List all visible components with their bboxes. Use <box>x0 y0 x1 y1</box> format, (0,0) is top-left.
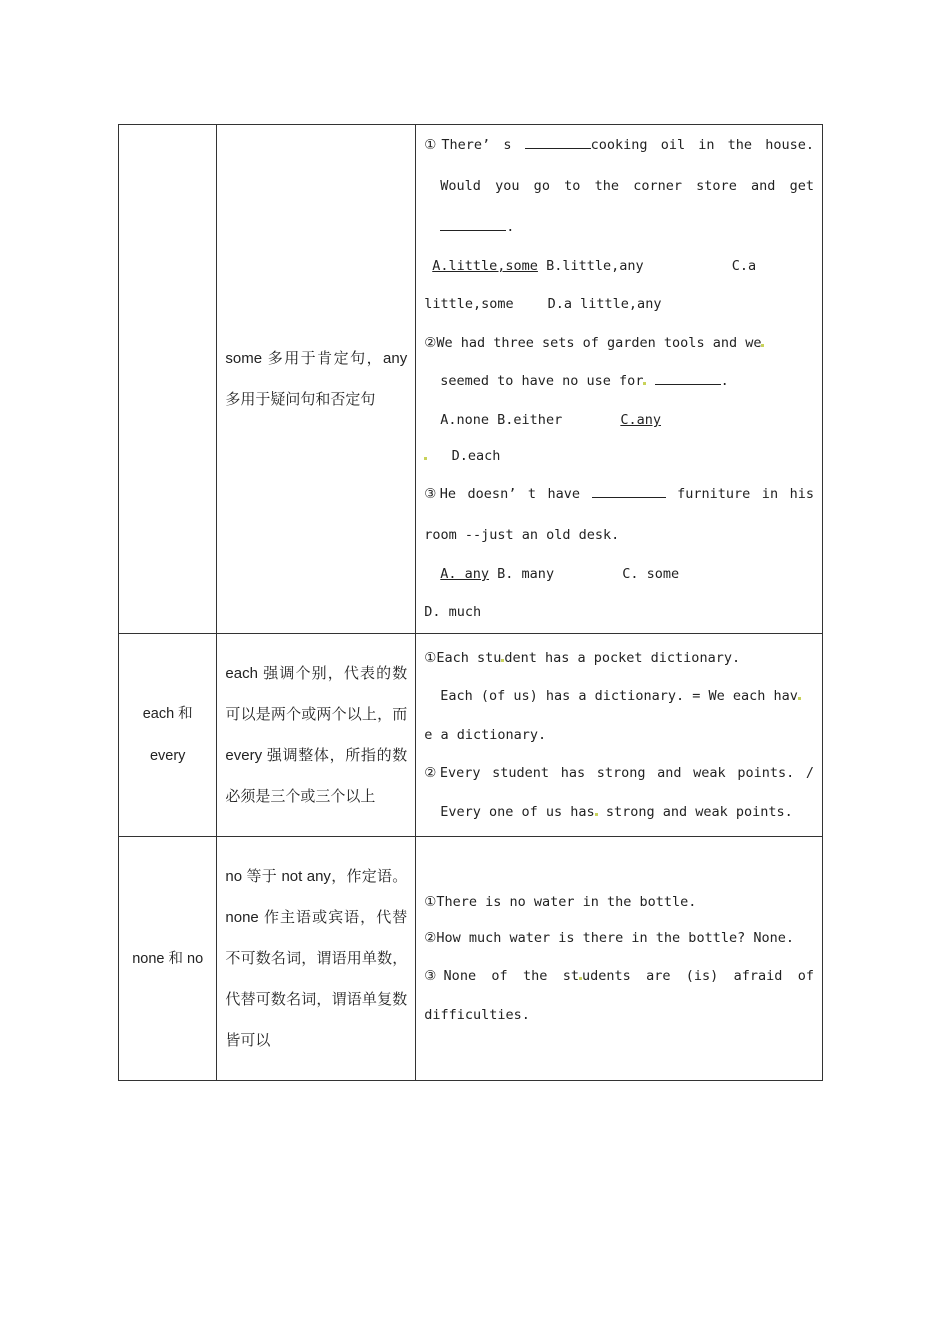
marker-dot <box>643 382 646 385</box>
answer-blank <box>655 372 721 385</box>
example-line: . <box>424 207 814 248</box>
options-line <box>424 438 814 474</box>
rule-text: each 强调个别，代表的数可以是两个或两个以上，而 every 强调整体，所指的数必须是三个或三个以上 <box>225 665 408 805</box>
example-line: ①Each stu dent has a pocket dictionary. <box>424 650 741 666</box>
answer-blank <box>525 136 591 149</box>
example-line: seemed to have no use for . <box>440 373 729 389</box>
example-line: ③He doesn’ t have furniture in his <box>424 486 814 502</box>
answer-blank <box>440 218 506 231</box>
examples-cell <box>416 837 823 1081</box>
marker-dot <box>424 457 427 460</box>
marker-dot <box>761 344 764 347</box>
examples-cell <box>416 125 823 634</box>
rule-text: some 多用于肯定句，any 多用于疑问句和否定句 <box>225 350 408 408</box>
rule-text: no 等于 not any，作定语。none 作主语或宾语，代替不可数名词，谓语用单数，代替可数名词，谓语单复数皆可以 <box>225 868 408 1049</box>
example-line: Each (of us) has a dictionary. = We each hav <box>424 676 814 717</box>
option-b: B. many <box>497 566 555 582</box>
option-a: A.little,some <box>432 258 538 274</box>
rule-cell <box>217 634 416 837</box>
topic-cell <box>119 125 217 634</box>
example-line: ②How much water is there in the bottle? None. <box>424 930 794 946</box>
example-line: Would you go to the corner store and get <box>440 178 814 194</box>
table-row <box>119 837 823 1081</box>
option-b: B.little,any <box>546 258 644 274</box>
options-line <box>424 248 814 284</box>
rule-cell <box>217 125 416 634</box>
topic-label: each 和 <box>142 706 193 722</box>
options-line <box>424 402 814 438</box>
example-line: ③None of the st udents are (is) afraid of <box>424 968 814 984</box>
topic-cell <box>119 837 217 1081</box>
example-line: difficulties. <box>424 1007 530 1023</box>
example-line: ②We had three sets of garden tools and we <box>424 325 814 361</box>
option-a: A.none <box>440 412 490 428</box>
example-line: room --just an old desk. <box>424 527 620 543</box>
option-d: D.a little,any <box>547 296 662 312</box>
options-line <box>424 556 814 592</box>
rule-cell <box>217 837 416 1081</box>
option-d: D.each <box>451 448 501 464</box>
option-b: B.either <box>497 412 563 428</box>
option-c: C.any <box>620 412 661 428</box>
example-line: e a dictionary. <box>424 727 547 743</box>
table-row <box>119 634 823 837</box>
example-line: ①There is no water in the bottle. <box>424 894 697 910</box>
grammar-table <box>118 124 823 1081</box>
marker-dot <box>798 697 801 700</box>
topic-label: none 和 no <box>132 950 204 967</box>
options-line: little,some D.a little,any <box>424 296 662 312</box>
option-a: A. any <box>440 566 490 582</box>
table-row <box>119 125 823 634</box>
example-line: ②Every student has strong and weak points. / <box>424 765 814 781</box>
topic-label: every <box>149 748 186 764</box>
answer-blank <box>592 485 666 498</box>
topic-cell <box>119 634 217 837</box>
example-line: Every one of us has strong and weak points. <box>440 804 793 820</box>
option-d: D. much <box>424 604 482 620</box>
option-c: C. some <box>622 566 680 582</box>
option-c: C.a <box>731 258 757 274</box>
examples-cell <box>416 634 823 837</box>
example-line: ①There’ s cooking oil in the house. <box>424 137 814 153</box>
